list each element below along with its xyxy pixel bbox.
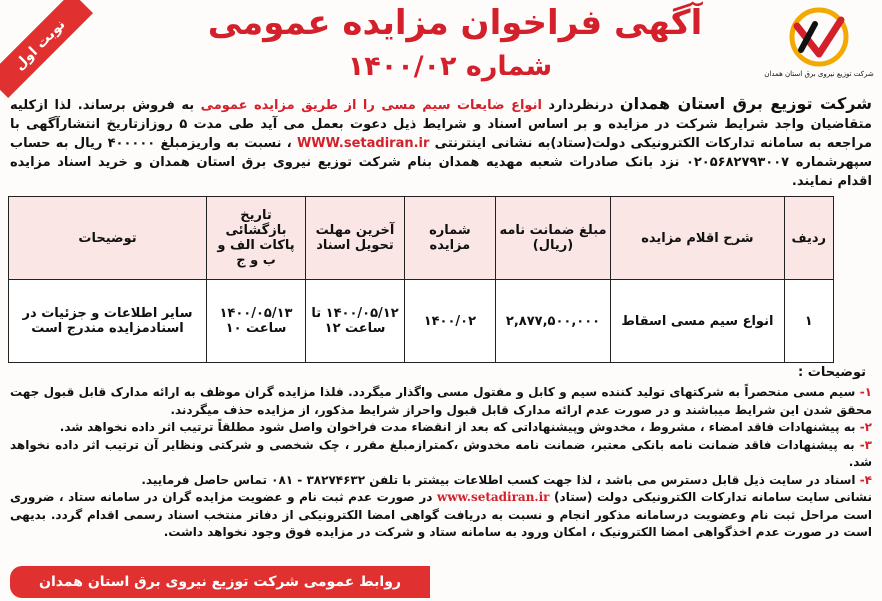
intro-text-1: درنظردارد [541,98,620,113]
intro-highlight: انواع ضایعات سیم مسی را از طریق مزایده عمومی [200,98,542,113]
note-5-text-b: در صورت عدم ثبت نام و عضویت مزایده گران در سامانه ستاد ، ضروری است مراحل ثبت نام وعضویت درسامانه مذکور انجام و نسبت به دریافت گواهی امضا الکترونیکی از دفاتر منتخب اسناد رسمی اقدام گردد. بدیهی است در صورت عدم اخذگواهی امضا الکترونیک ، امکان ورود به سامانه ستاد و شرکت در مزایده فوق وجود نخواهد داشت. [10,490,872,539]
cell-row-number: ۱ [784,280,834,363]
note-1-text: سیم مسی منحصراً به شرکتهای تولید کننده سیم و کابل و مفتول مسی واگذار میگردد. فلذا مزایده گران موظف به ارائه مدارک قابل قبول جهت محقق شدن این شرایط میباشند و در صورت عدم ارائه مدارک قابل قبول واحراز شرایط مذکور، از مزایده حذف میگردند. [10,385,872,417]
note-3-number: ۳- [859,437,872,452]
notes-section [10,384,872,542]
note-1-number: ۱- [859,385,872,399]
header-guarantee: مبلغ ضمانت نامه (ریال) [495,197,611,280]
auction-table-grid [8,196,834,363]
note-2-text: به پیشنهادات فاقد امضاء ، مشروط ، مخدوش وپیشنهاداتی که بعد از انقضاء مدت فراخوان واصل شود مطلقاً ترتیب اثر داده نخواهد شد. [59,420,860,434]
note-4 [10,472,872,490]
company-logo-icon [779,6,859,68]
cell-guarantee: ۲,۸۷۷,۵۰۰,۰۰۰ [495,280,611,363]
auction-table [8,196,834,360]
header-item: شرح اقلام مزایده [611,197,784,280]
intro-paragraph [10,94,872,191]
table-row [9,280,834,363]
note-4-number: ۴- [859,472,872,487]
note-3-text: به پیشنهادات فاقد ضمانت نامه بانکی معتبر، ضمانت نامه مخدوش ،کمترازمبلغ مقرر ، چک شخصی و شرکتی ونظایر آن ترتیب اثر داده نخواهد شد. [10,437,872,469]
cell-item: انواع سیم مسی اسقاط [611,280,784,363]
company-name: شرکت توزیع برق استان همدان [619,94,872,113]
intro-text-3: ، نسبت به واریزمبلغ ۴۰۰۰۰۰ ریال به حساب سپهرشماره ۰۲۰۵۶۸۲۷۹۳۰۰۷ نزد بانک صادرات شعبه مهدیه همدان بنام شرکت توزیع نیروی برق استان همدان و خرید اسناد مزایده اقدام نمایند. [10,136,872,189]
notice-title: آگهی فراخوان مزایده عمومی [207,3,703,43]
first-issue-ribbon: نوبت اول [0,0,93,98]
header-auction-number: شماره مزایده [405,197,496,280]
public-relations-footer: روابط عمومی شرکت توزیع نیروی برق استان همدان [10,566,430,598]
header-deadline: آخرین مهلت تحویل اسناد [306,197,405,280]
cell-notes: سایر اطلاعات و جزئیات در اسنادمزایده مندرج است [9,280,207,363]
header-row-number: ردیف [784,197,834,280]
note-5-website-link[interactable]: www.setadiran.ir [436,490,550,504]
website-link[interactable]: WWW.setadiran.ir [296,136,430,151]
header-opening: تاریخ بازگشائی پاکات الف و ب و ج [207,197,306,280]
cell-deadline: ۱۴۰۰/۰۵/۱۲ تا ساعت ۱۲ [306,280,405,363]
cell-opening: ۱۴۰۰/۰۵/۱۳ ساعت ۱۰ [207,280,306,363]
notice-number: شماره ۱۴۰۰/۰۲ [347,51,553,82]
table-header-row [9,197,834,280]
header-notes: توضیحات [9,197,207,280]
note-5 [10,489,872,542]
intro-text-2: به فروش برساند. لذا ازکلیه متقاضیان واجد شرایط شرکت در مزایده و بر اساس اسناد و شرایط ذیل دعوت بعمل می آید طی مدت ۵ روزازتاریخ انتشارآگهی با مراجعه به سامانه تدارکات الکترونیکی دولت(ستاد)به نشانی اینترنتی [10,98,872,151]
note-5-text-a: نشانی سایت سامانه تدارکات الکترونیکی دولت (ستاد) [549,490,872,504]
cell-auction-number: ۱۴۰۰/۰۲ [405,280,496,363]
note-1 [10,384,872,419]
note-3 [10,437,872,472]
notes-title: توضیحات : [798,365,866,380]
company-logo [760,6,878,86]
note-2 [10,419,872,437]
note-4-text: اسناد در سایت ذیل قابل دسترس می باشد ، لذا جهت کسب اطلاعات بیشتر با تلفن ۳۸۲۷۴۶۳۲ - ۰۸۱ تماس حاصل فرمایید. [141,472,860,487]
note-2-number: ۲- [859,420,872,434]
logo-caption: شرکت توزیع نیروی برق استان همدان [764,70,874,78]
